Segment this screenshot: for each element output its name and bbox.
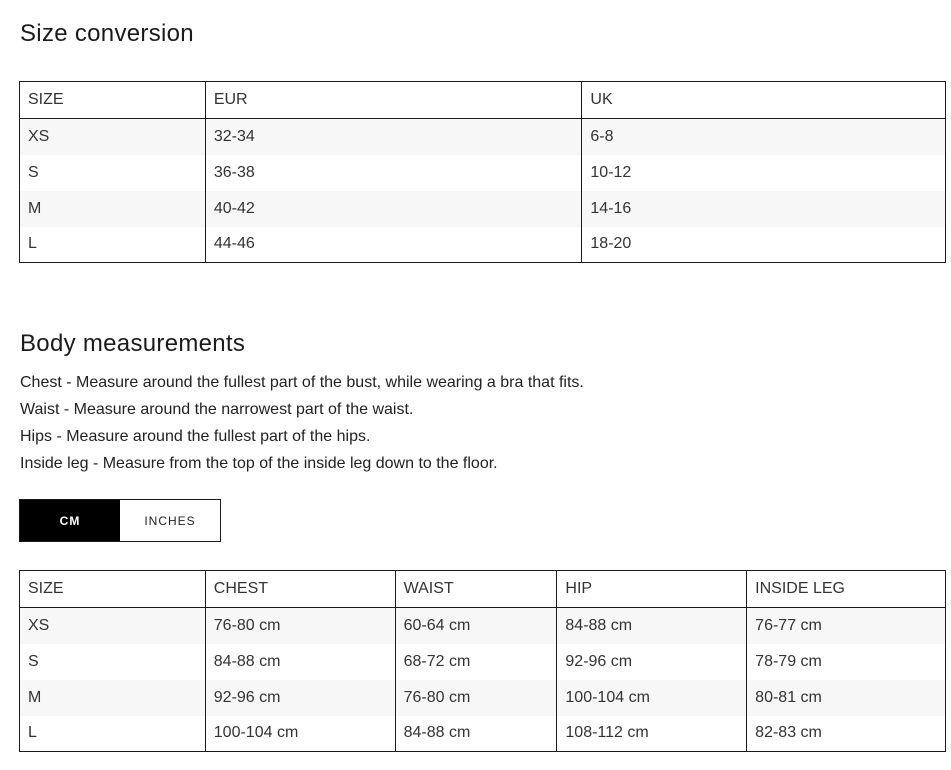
inches-unit-button[interactable]: INCHES [120,500,220,541]
table-header-row [20,82,946,119]
inside-leg-cell: 78-79 cm [747,644,946,680]
uk-cell: 10-12 [582,155,946,191]
eur-cell: 40-42 [205,191,582,227]
measurement-instructions [20,369,584,477]
eur-cell: 32-34 [205,119,582,155]
uk-cell: 14-16 [582,191,946,227]
table-row [20,191,946,227]
table-row [20,119,946,155]
size-cell: M [20,191,206,227]
column-header-uk: UK [582,82,946,119]
size-cell: S [20,644,206,680]
waist-cell: 68-72 cm [395,644,557,680]
table-header-row [20,571,946,608]
column-header-waist: WAIST [395,571,557,608]
size-cell: M [20,680,206,716]
waist-cell: 76-80 cm [395,680,557,716]
size-conversion-title: Size conversion [20,20,194,47]
inside-leg-cell: 82-83 cm [747,716,946,752]
table-row [20,155,946,191]
size-cell: XS [20,119,206,155]
table-row [20,716,946,752]
hips-instruction: Hips - Measure around the fullest part of the hips. [20,428,371,445]
hip-cell: 108-112 cm [557,716,747,752]
waist-instruction: Waist - Measure around the narrowest part of the waist. [20,401,414,418]
inside-leg-cell: 76-77 cm [747,608,946,644]
chest-cell: 84-88 cm [205,644,395,680]
column-header-size: SIZE [20,82,206,119]
uk-cell: 18-20 [582,227,946,263]
table-row [20,644,946,680]
body-measurements-title: Body measurements [20,330,246,357]
column-header-chest: CHEST [205,571,395,608]
table-row [20,680,946,716]
cm-unit-button[interactable]: CM [20,500,120,541]
eur-cell: 36-38 [205,155,582,191]
hip-cell: 92-96 cm [557,644,747,680]
chest-cell: 76-80 cm [205,608,395,644]
waist-cell: 84-88 cm [395,716,557,752]
column-header-inside-leg: INSIDE LEG [747,571,946,608]
hip-cell: 84-88 cm [557,608,747,644]
unit-toggle [19,499,221,542]
column-header-size: SIZE [20,571,206,608]
chest-instruction: Chest - Measure around the fullest part of the bust, while wearing a bra that fits. [20,374,584,391]
inside-leg-instruction: Inside leg - Measure from the top of the inside leg down to the floor. [20,455,498,472]
column-header-hip: HIP [557,571,747,608]
hip-cell: 100-104 cm [557,680,747,716]
uk-cell: 6-8 [582,119,946,155]
chest-cell: 100-104 cm [205,716,395,752]
size-cell: XS [20,608,206,644]
inside-leg-cell: 80-81 cm [747,680,946,716]
size-conversion-table [19,81,946,263]
size-cell: L [20,227,206,263]
body-measurements-table [19,570,946,752]
chest-cell: 92-96 cm [205,680,395,716]
table-row [20,608,946,644]
table-row [20,227,946,263]
size-cell: L [20,716,206,752]
size-cell: S [20,155,206,191]
eur-cell: 44-46 [205,227,582,263]
waist-cell: 60-64 cm [395,608,557,644]
column-header-eur: EUR [205,82,582,119]
